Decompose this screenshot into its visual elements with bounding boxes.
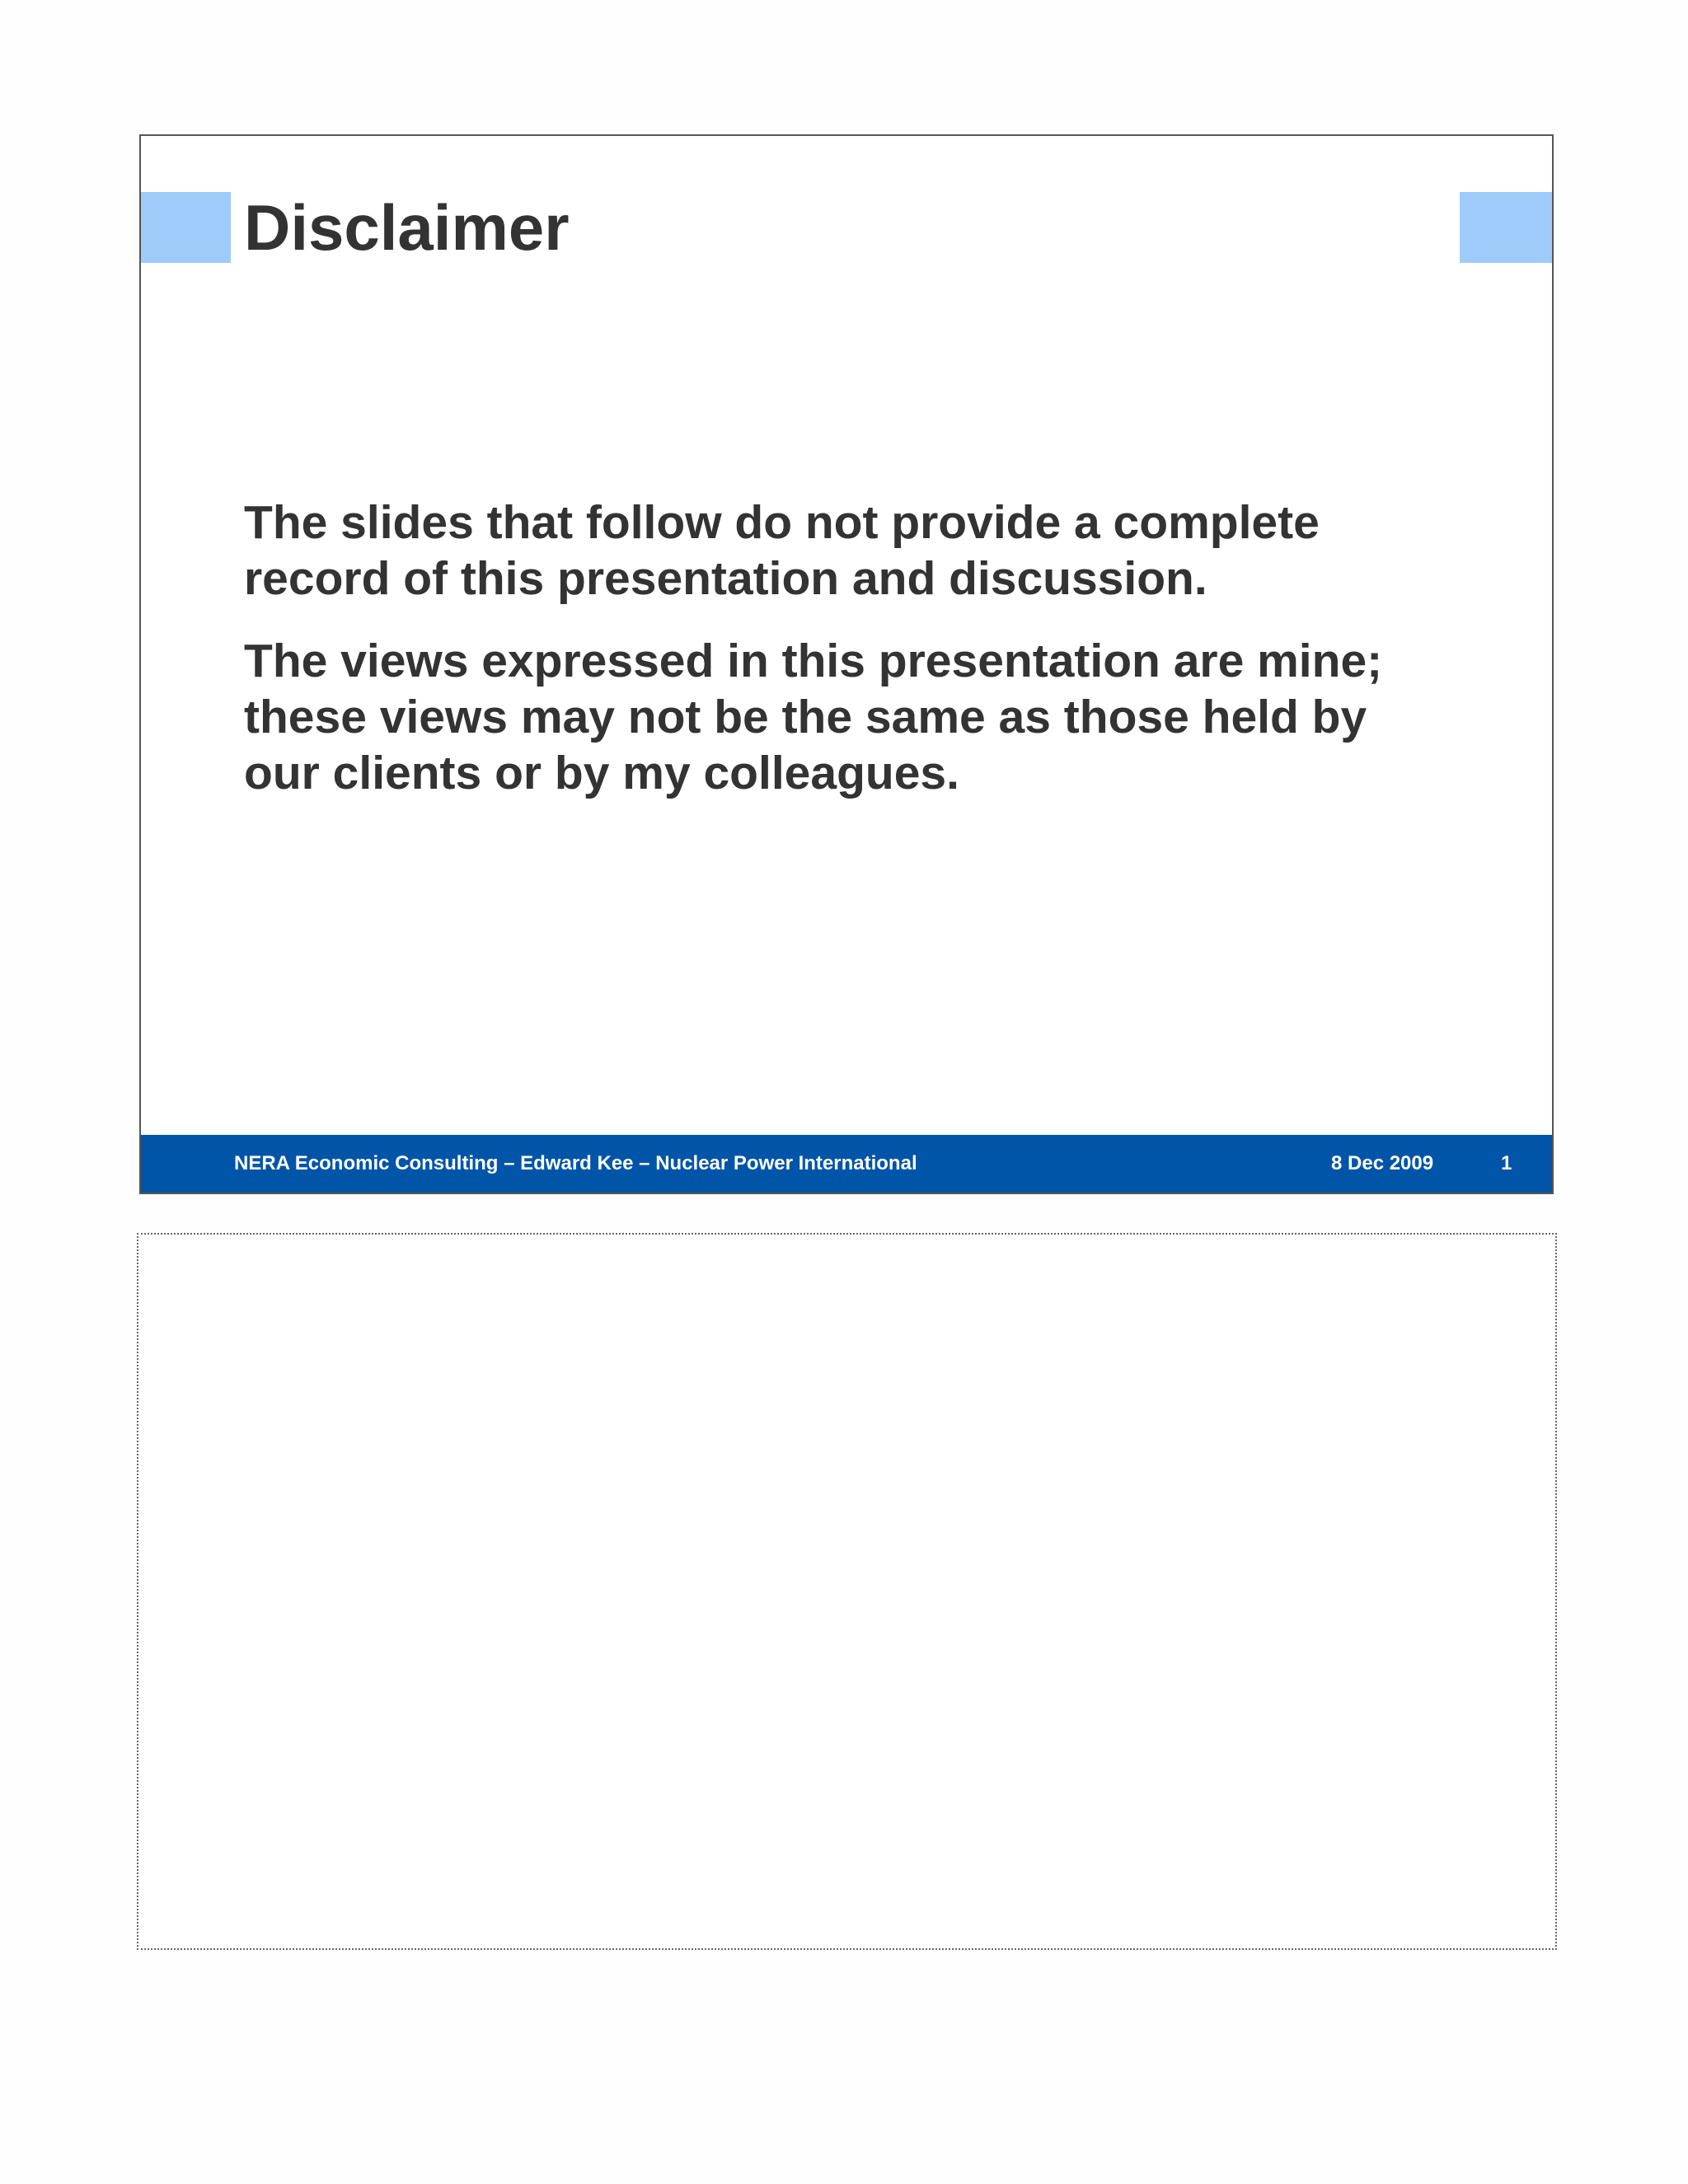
slide-footer [141,1135,1552,1193]
slide-body [244,494,1431,827]
notes-area [137,1233,1557,1950]
title-accent-right [1460,192,1552,263]
disclaimer-paragraph-2: The views expressed in this presentation are mine; these views may not be the same as those held by our clients or by my colleagues. [244,635,1383,799]
disclaimer-paragraph-1: The slides that follow do not provide a complete record of this presentation and discussion. [244,496,1320,605]
footer-date: 8 Dec 2009 [1331,1152,1434,1174]
slide-title: Disclaimer [244,191,570,264]
title-accent-left [141,192,231,263]
slide [139,134,1554,1194]
footer-credit: NERA Economic Consulting – Edward Kee – Nuclear Power International [234,1152,917,1174]
footer-page-number: 1 [1501,1152,1512,1174]
